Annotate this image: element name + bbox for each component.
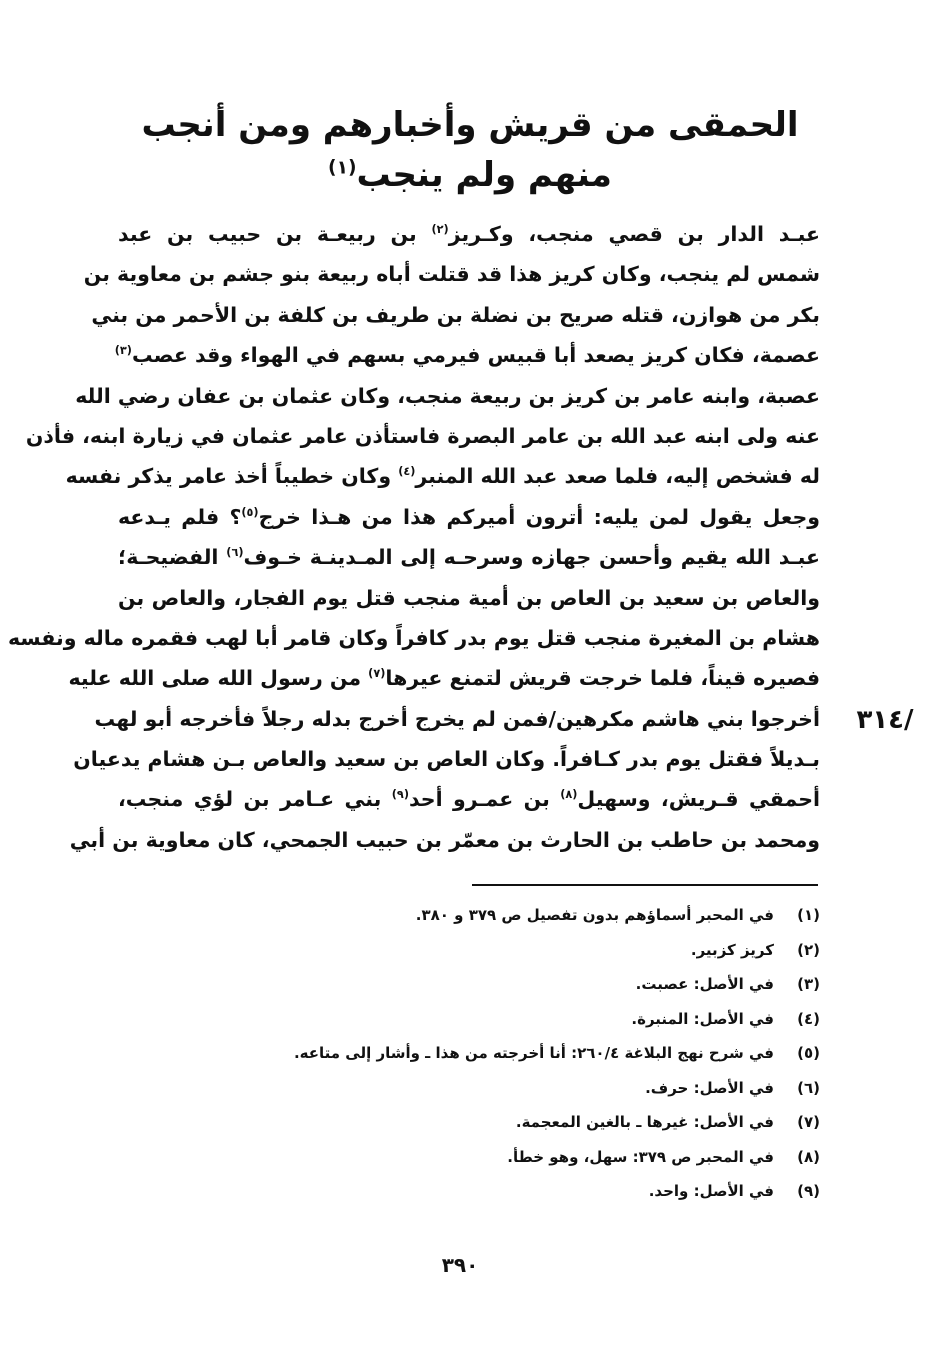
body-line: [83, 254, 820, 294]
body-line: [73, 739, 820, 779]
footnote-ref: (١): [328, 157, 357, 179]
body-line-text: بـديلاً فقتل يوم بدر كـافراً. وكان العاص بن سعيد والعاص بـن هشام يدعيان: [73, 747, 820, 772]
footnote: [220, 1140, 820, 1175]
footnote-ref: (٢): [431, 223, 449, 237]
footnote-text: في المحبر أسماؤهم بدون تفصيل ص ٣٧٩ و ٣٨٠.: [415, 906, 774, 924]
body-line-text: عصمة، فكان كريز يصعد أبا قبيس فيرمي بسهم في الهواء وقد عصب: [131, 343, 820, 368]
body-line-text: أحمقي قـريش، وسهيل: [577, 787, 821, 812]
footnote-text: في الأصل: عصبت.: [635, 975, 774, 993]
body-line: [118, 537, 820, 577]
footnote: [220, 1105, 820, 1140]
body-line: [25, 416, 820, 456]
footnote-text: في شرح نهج البلاغة ٢٦٠/٤: أنا أخرجته من هذا ـ وأشار إلى متاعه.: [293, 1044, 774, 1062]
body-line-text: عصبة، وابنه عامر بن كريز بن ربيعة منجب، وكان عثمان بن عفان رضي الله: [75, 383, 820, 408]
footnote-number: (٨): [797, 1147, 820, 1166]
body-line-text: له فشخص إليه، فلما صعد عبد الله المنبر: [415, 464, 820, 489]
body-line-text: شمس لم ينجب، وكان كريز هذا قد قتلت أباه ربيعة بنو جشم بن معاوية بن: [83, 262, 820, 287]
body-line: [114, 335, 820, 375]
body-line: [91, 295, 820, 335]
footnote-text: كريز كزبير.: [690, 940, 774, 959]
body-line: [118, 578, 820, 618]
body-line: [118, 779, 820, 819]
page-number: ٣٩٠: [441, 1253, 479, 1277]
body-line-text: والعاص بن سعيد بن العاص بن أمية منجب قتل يوم الفجار، والعاص بن: [118, 585, 820, 610]
footnote-separator: [472, 884, 818, 886]
footnote: [220, 1002, 820, 1037]
footnote-ref: (٤): [398, 465, 416, 479]
body-line-text: بن ربيعـة بن حبيب بن عبد: [118, 222, 432, 246]
body-line-text: الفضيحـة؛: [118, 545, 227, 570]
footnote-text: في الأصل: حرف.: [645, 1078, 774, 1097]
footnote-number: (٢): [797, 940, 820, 959]
body-line-text: وجعل يقول لمن يليه: أترون أميركم هذا من هـذا خرج: [258, 504, 820, 529]
footnote-number: (٤): [797, 1009, 820, 1028]
footnote-text: في المحبر ص ٣٧٩: سهل، وهو خطأ.: [507, 1147, 774, 1166]
body-text: [7, 214, 821, 860]
footnote-ref: (٧): [368, 667, 386, 681]
body-line-text: من رسول الله صلى الله عليه: [68, 666, 369, 691]
footnote: [220, 1036, 820, 1071]
footnote-number: (٥): [797, 1044, 820, 1062]
chapter-title-line-2-text: منهم ولم ينجب: [356, 155, 612, 195]
footnote-ref: (٣): [114, 344, 132, 358]
body-line-text: بن عمـرو أحد: [408, 787, 561, 812]
body-line: [69, 820, 820, 860]
body-line-text: عبـد الدار بن قصي منجب، وكـريز: [448, 222, 820, 246]
footnote: [220, 898, 820, 933]
footnote-text: في الأصل: غيرها ـ بالغين المعجمة.: [515, 1113, 774, 1131]
body-line-text: بكر من هوازن، قتله صريح بن نضلة بن طريف بن كلفة بن الأحمر من بني: [91, 302, 820, 327]
body-line: [118, 214, 820, 254]
footnote-number: (٦): [797, 1078, 820, 1097]
margin-page-reference: /٣١٤: [856, 705, 914, 735]
body-line: [118, 497, 820, 537]
chapter-title-line-2: [120, 150, 820, 200]
footnotes: [220, 898, 820, 1209]
body-line: [65, 456, 820, 496]
footnote: [220, 1174, 820, 1209]
chapter-title: [120, 100, 820, 200]
footnote-ref: (٦): [226, 546, 244, 560]
body-line-text: ومحمد بن حاطب بن الحارث بن معمّر بن حبيب الجمحي، كان معاوية بن أبي: [69, 827, 820, 852]
chapter-title-line-1: الحمقى من قريش وأخبارهم ومن أنجب: [141, 105, 799, 145]
body-line: [68, 658, 820, 698]
body-line-text: ؟ فلم يـدعه: [118, 504, 242, 529]
body-line-text: عنه ولى ابنه عبد الله بن عامر البصرة فاستأذن عامر عثمان في زيارة ابنه، فأذن: [25, 423, 820, 448]
footnote-number: (١): [797, 906, 820, 924]
body-line-text: بني عـامر بن لؤي منجب،: [118, 787, 392, 812]
body-line: [75, 376, 820, 416]
footnote-number: (٩): [797, 1182, 820, 1200]
footnote: [220, 967, 820, 1002]
body-line: [94, 699, 820, 739]
footnote: [220, 933, 820, 968]
footnote-ref: (٨): [560, 788, 578, 802]
footnote-ref: (٥): [241, 505, 259, 519]
body-line-text: هشام بن المغيرة منجب قتل يوم بدر كافراً وكان قامر أبا لهب فقمره ماله ونفسه: [7, 625, 820, 650]
footnote: [220, 1071, 820, 1106]
footnote-number: (٣): [797, 975, 820, 993]
footnote-number: (٧): [797, 1113, 820, 1131]
body-line-text: وكان خطيباً أخذ عامر يذكر نفسه: [65, 464, 399, 489]
footnote-text: في الأصل: المنبرة.: [631, 1009, 774, 1028]
footnote-ref: (٩): [391, 788, 409, 802]
body-line: [7, 618, 820, 658]
body-line-text: عبـد الله يقيم وأحسن جهازه وسرحـه إلى المـدينـة خـوف: [243, 545, 820, 570]
body-line-text: فصيره قيناً، فلما خرجت قريش لتمنع عيرها: [385, 666, 820, 691]
body-line-text: أخرجوا بني هاشم مكرهين/فمن لم يخرج أخرج بدله رجلاً فأخرجه أبو لهب: [94, 706, 820, 731]
footnote-text: في الأصل: واحد.: [648, 1182, 774, 1200]
